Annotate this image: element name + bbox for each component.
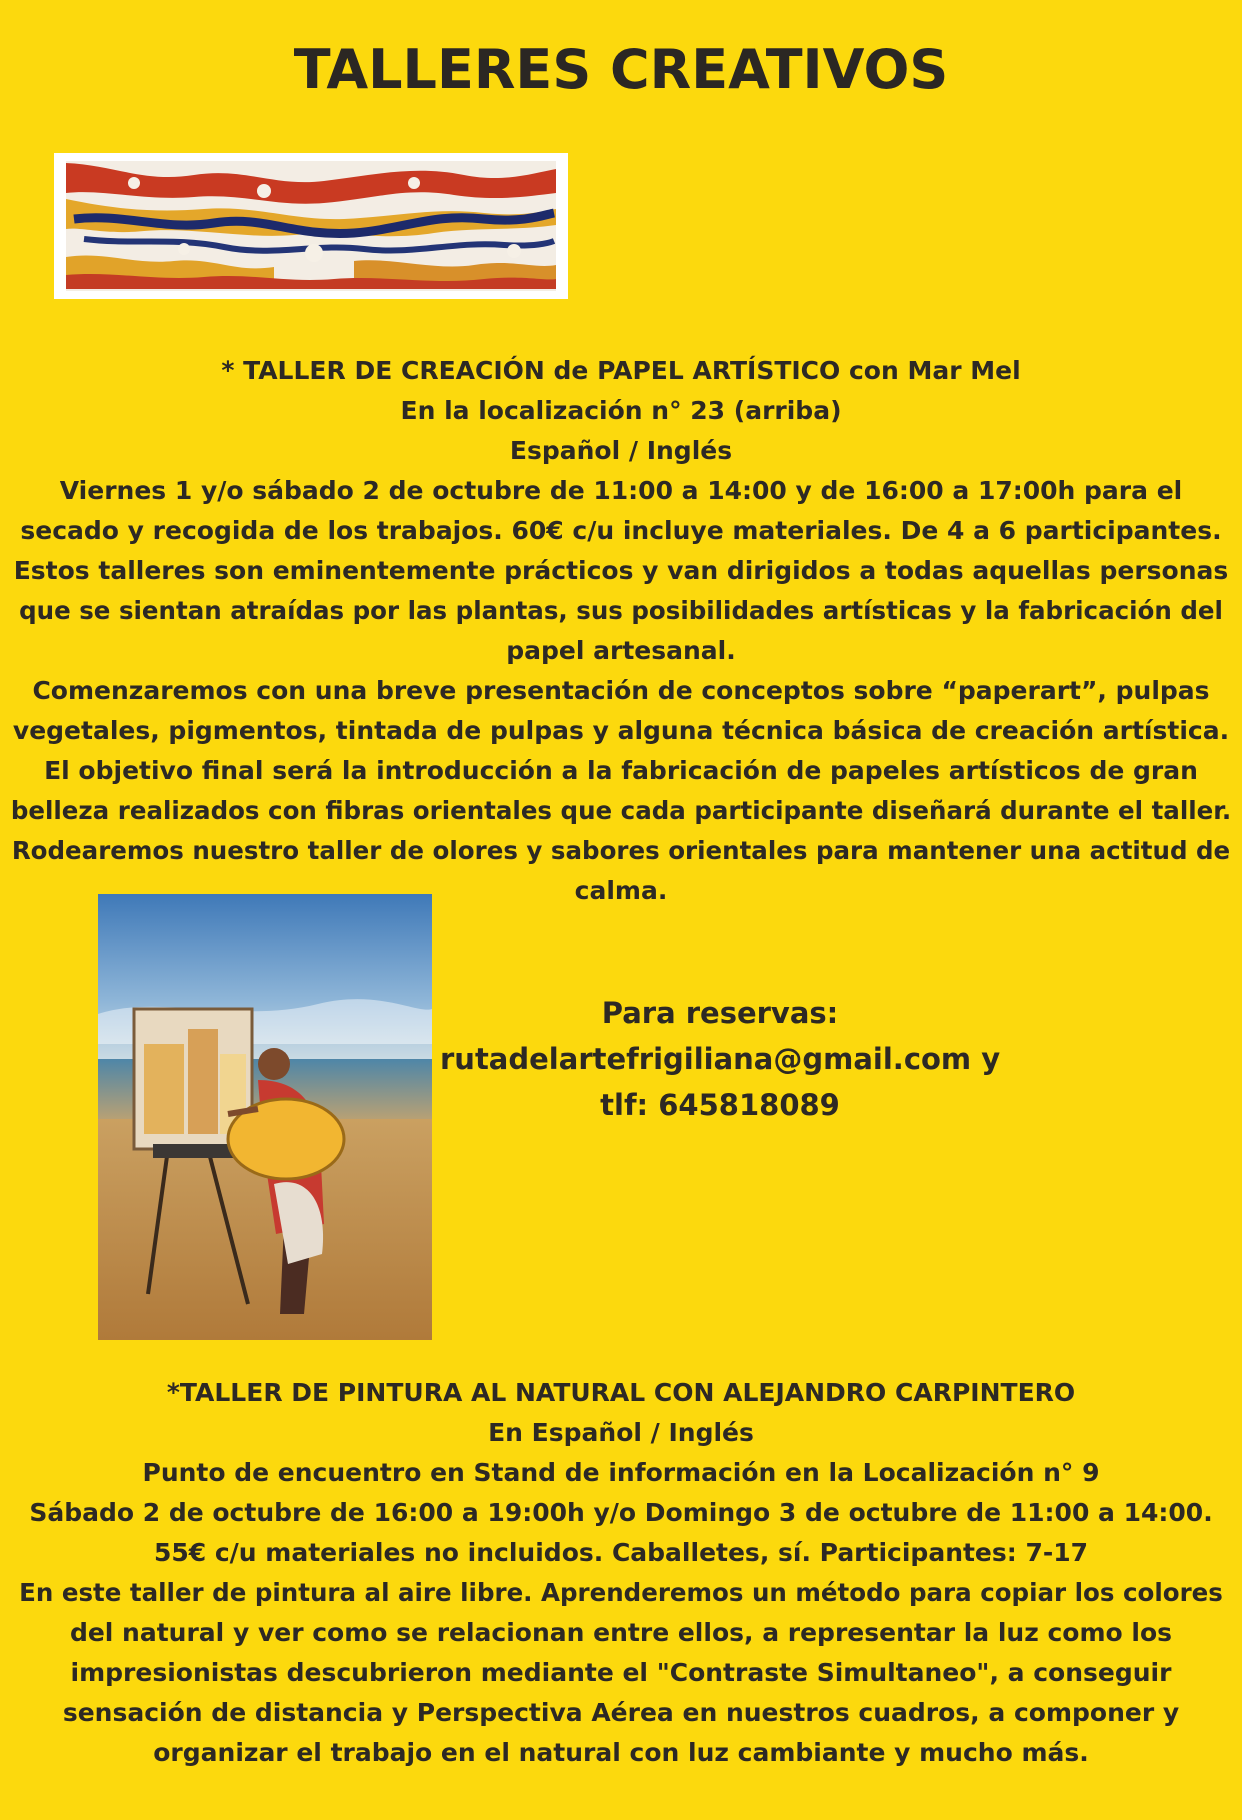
text-line: sensación de distancia y Perspectiva Aérea en nuestros cuadros, a componer y bbox=[62, 1698, 1180, 1727]
text-line: Comenzaremos con una breve presentación de conceptos sobre “paperart”, pulpas bbox=[32, 676, 1210, 705]
text-line: organizar el trabajo en el natural con luz cambiante y mucho más. bbox=[153, 1738, 1089, 1767]
reservations-info bbox=[440, 990, 1000, 1128]
text-line: *TALLER DE PINTURA AL NATURAL CON ALEJANDRO CARPINTERO bbox=[166, 1378, 1076, 1407]
text-line: El objetivo final será la introducción a la fabricación de papeles artísticos de gran bbox=[44, 756, 1198, 785]
text-line: que se sientan atraídas por las plantas, sus posibilidades artísticas y la fabricación del bbox=[19, 596, 1223, 625]
text-line: Sábado 2 de octubre de 16:00 a 19:00h y/o Domingo 3 de octubre de 11:00 a 14:00. bbox=[29, 1498, 1213, 1527]
email-text: rutadelartefrigiliana@gmail.com y bbox=[440, 1042, 1001, 1076]
text-line: del natural y ver como se relacionan entre ellos, a representar la luz como los bbox=[69, 1618, 1173, 1647]
text-line: calma. bbox=[574, 876, 668, 905]
text-line: Rodearemos nuestro taller de olores y sabores orientales para mantener una actitud de bbox=[11, 836, 1231, 865]
text-line: Estos talleres son eminentemente prácticos y van dirigidos a todas aquellas personas bbox=[13, 556, 1229, 585]
text-line: secado y recogida de los trabajos. 60€ c/u incluye materiales. De 4 a 6 participantes. bbox=[20, 516, 1222, 545]
text-line: impresionistas descubrieron mediante el "Contraste Simultaneo", a conseguir bbox=[70, 1658, 1172, 1687]
beach-painter-photo bbox=[98, 894, 432, 1340]
text-line: En Español / Inglés bbox=[488, 1418, 754, 1447]
reservations-heading: Para reservas: bbox=[601, 996, 839, 1030]
text-line: vegetales, pigmentos, tintada de pulpas y alguna técnica básica de creación artística. bbox=[12, 716, 1230, 745]
text-line: * TALLER DE CREACIÓN de PAPEL ARTÍSTICO con Mar Mel bbox=[221, 356, 1021, 385]
phone-text: tlf: 645818089 bbox=[600, 1088, 840, 1122]
text-line: Punto de encuentro en Stand de información en la Localización n° 9 bbox=[142, 1458, 1100, 1487]
text-line: En este taller de pintura al aire libre. Aprenderemos un método para copiar los colores bbox=[19, 1578, 1223, 1607]
paper-art-image bbox=[54, 153, 568, 299]
text-line: Viernes 1 y/o sábado 2 de octubre de 11:00 a 14:00 y de 16:00 a 17:00h para el bbox=[59, 476, 1183, 505]
workshop-paper-art-text bbox=[10, 351, 1232, 911]
page-title: TALLERES CREATIVOS bbox=[293, 38, 949, 101]
text-line: En la localización n° 23 (arriba) bbox=[400, 396, 842, 425]
workshop-painting-text bbox=[10, 1373, 1232, 1773]
text-line: 55€ c/u materiales no incluidos. Caballetes, sí. Participantes: 7-17 bbox=[153, 1538, 1089, 1567]
text-line: papel artesanal. bbox=[506, 636, 736, 665]
text-line: belleza realizados con fibras orientales que cada participante diseñará durante el taller. bbox=[10, 796, 1232, 825]
text-line: Español / Inglés bbox=[509, 436, 733, 465]
